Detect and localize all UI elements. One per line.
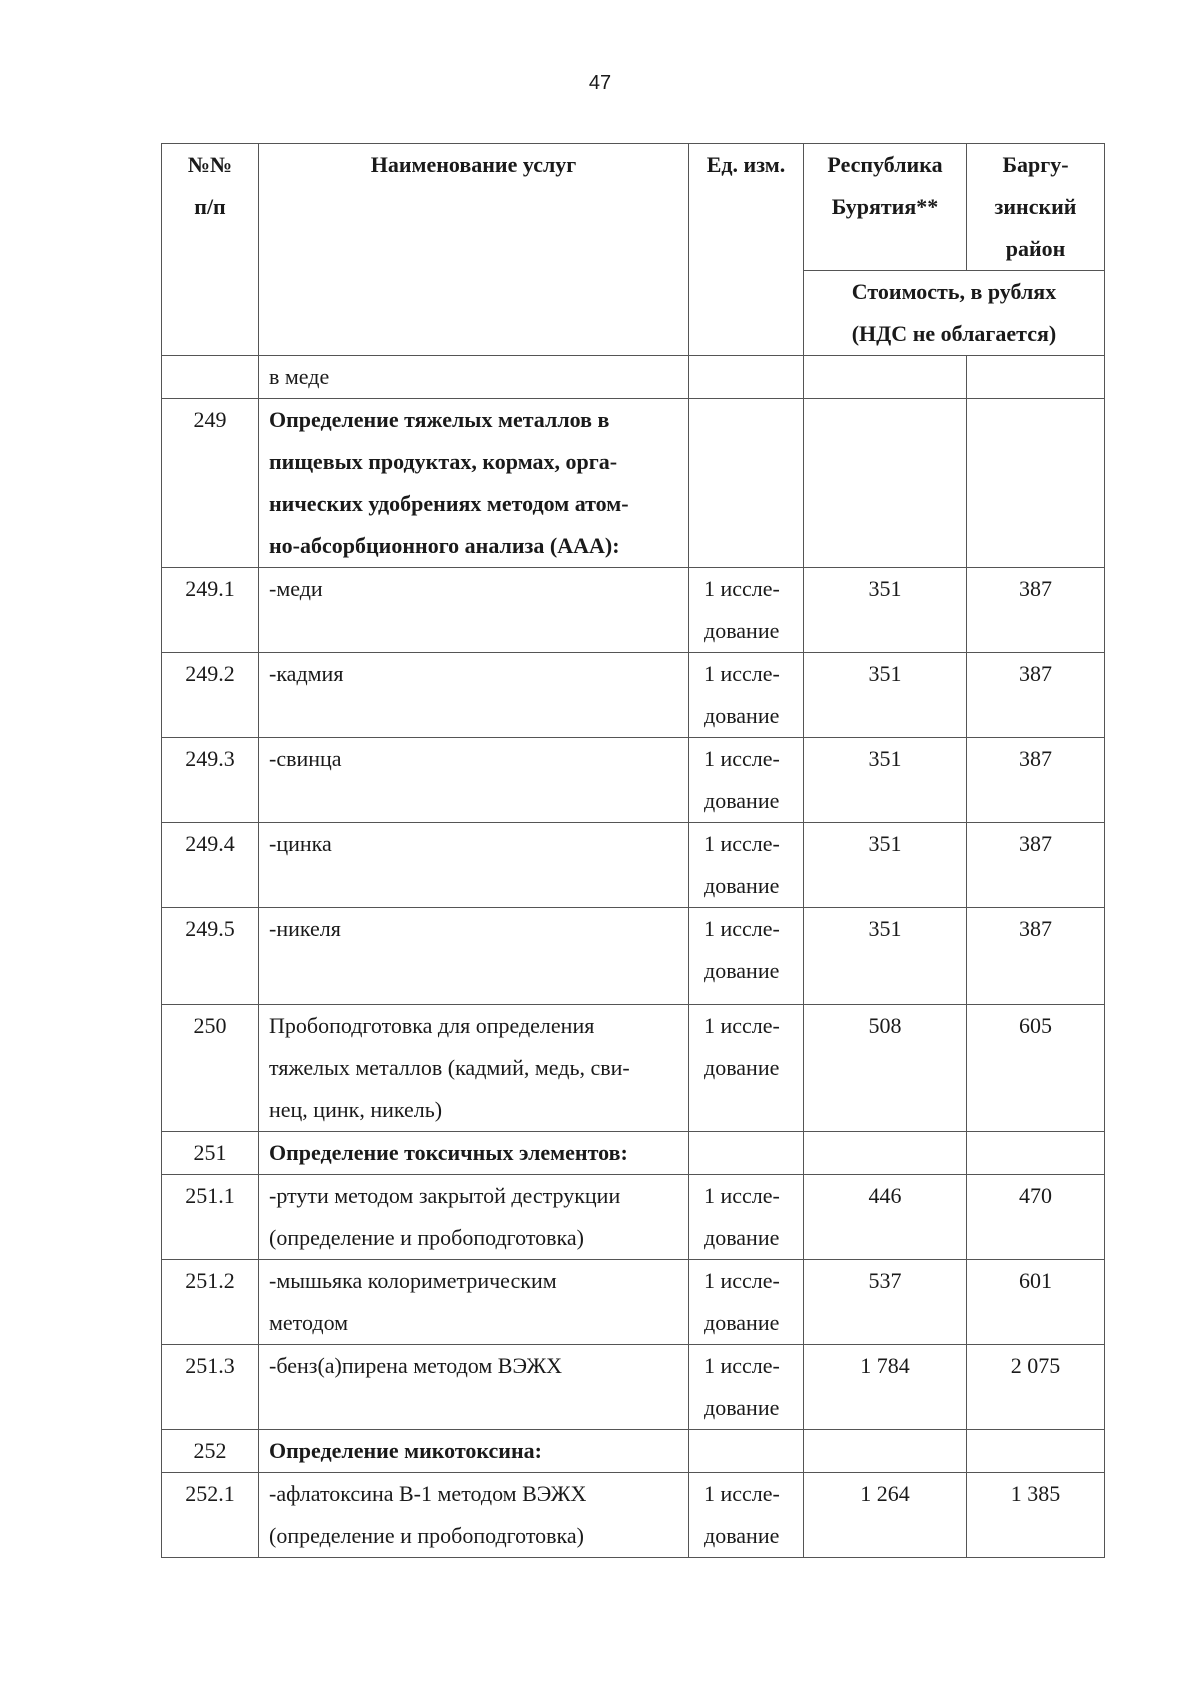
row-price-barguzin: 2 075 <box>967 1345 1105 1430</box>
row-price-barguzin: 470 <box>967 1175 1105 1260</box>
row-unit: 1 иссле- дование <box>689 1473 804 1558</box>
row-price-barguzin: 387 <box>967 738 1105 823</box>
row-price-buryatia: 537 <box>804 1260 967 1345</box>
row-price-buryatia: 351 <box>804 568 967 653</box>
price-table <box>161 143 1105 1558</box>
row-service-name: -свинца <box>259 738 689 823</box>
row-service-name: -афлатоксина В-1 методом ВЭЖХ (определение и пробоподготовка) <box>259 1473 689 1558</box>
row-service-name: -цинка <box>259 823 689 908</box>
row-price-buryatia: 1 784 <box>804 1345 967 1430</box>
row-service-name: -бенз(а)пирена методом ВЭЖХ <box>259 1345 689 1430</box>
row-unit: 1 иссле- дование <box>689 823 804 908</box>
row-unit: 1 иссле- дование <box>689 1005 804 1132</box>
row-unit: 1 иссле- дование <box>689 1345 804 1430</box>
table-row <box>162 738 1105 823</box>
row-number: 249.3 <box>162 738 259 823</box>
row-unit: 1 иссле- дование <box>689 1175 804 1260</box>
row-price-barguzin: 601 <box>967 1260 1105 1345</box>
table-row <box>162 823 1105 908</box>
row-price-buryatia <box>804 399 967 568</box>
row-unit: 1 иссле- дование <box>689 568 804 653</box>
header-rb: Республика Бурятия** <box>804 144 967 271</box>
row-price-barguzin: 387 <box>967 823 1105 908</box>
table-row <box>162 1005 1105 1132</box>
row-unit <box>689 1132 804 1175</box>
row-price-barguzin: 605 <box>967 1005 1105 1132</box>
table-row <box>162 908 1105 1005</box>
row-service-name: -меди <box>259 568 689 653</box>
row-price-barguzin <box>967 399 1105 568</box>
row-price-buryatia: 446 <box>804 1175 967 1260</box>
row-price-buryatia <box>804 1430 967 1473</box>
row-number: 249.4 <box>162 823 259 908</box>
row-number: 251 <box>162 1132 259 1175</box>
header-name: Наименование услуг <box>259 144 689 356</box>
header-bz: Баргу- зинский район <box>967 144 1105 271</box>
row-price-barguzin: 387 <box>967 908 1105 1005</box>
table-row <box>162 399 1105 568</box>
header-cost: Стоимость, в рублях (НДС не облагается) <box>804 271 1105 356</box>
row-unit: 1 иссле- дование <box>689 1260 804 1345</box>
row-service-name: -кадмия <box>259 653 689 738</box>
row-number: 251.1 <box>162 1175 259 1260</box>
table-row <box>162 356 1105 399</box>
row-service-name: -никеля <box>259 908 689 1005</box>
row-number: 250 <box>162 1005 259 1132</box>
row-number: 249 <box>162 399 259 568</box>
row-number <box>162 356 259 399</box>
table-row <box>162 1132 1105 1175</box>
table-row <box>162 1345 1105 1430</box>
row-service-name: -ртути методом закрытой деструкции (определение и пробоподготовка) <box>259 1175 689 1260</box>
page-number: 47 <box>588 72 612 94</box>
row-price-buryatia: 1 264 <box>804 1473 967 1558</box>
row-unit <box>689 399 804 568</box>
row-unit: 1 иссле- дование <box>689 908 804 1005</box>
row-price-barguzin <box>967 1430 1105 1473</box>
header-num: №№ п/п <box>162 144 259 356</box>
row-service-name: -мышьяка колориметрическим методом <box>259 1260 689 1345</box>
row-price-buryatia: 351 <box>804 738 967 823</box>
row-number: 251.3 <box>162 1345 259 1430</box>
row-price-buryatia: 351 <box>804 823 967 908</box>
header-row <box>162 144 1105 271</box>
row-price-barguzin: 387 <box>967 653 1105 738</box>
row-service-name: Определение тяжелых металлов в пищевых продуктах, кормах, орга- нических удобрениях методом атом- но-абсорбционного анализа (ААА): <box>259 399 689 568</box>
row-number: 249.5 <box>162 908 259 1005</box>
table-row <box>162 1430 1105 1473</box>
row-number: 252.1 <box>162 1473 259 1558</box>
row-service-name: Пробоподготовка для определения тяжелых металлов (кадмий, медь, сви- нец, цинк, никель) <box>259 1005 689 1132</box>
table-row <box>162 568 1105 653</box>
header-unit: Ед. изм. <box>689 144 804 356</box>
row-service-name: Определение микотоксина: <box>259 1430 689 1473</box>
row-price-barguzin: 1 385 <box>967 1473 1105 1558</box>
table-row <box>162 1260 1105 1345</box>
row-price-buryatia: 351 <box>804 908 967 1005</box>
row-service-name: в меде <box>259 356 689 399</box>
row-price-barguzin <box>967 1132 1105 1175</box>
row-service-name: Определение токсичных элементов: <box>259 1132 689 1175</box>
table-row <box>162 1175 1105 1260</box>
row-price-barguzin <box>967 356 1105 399</box>
row-number: 252 <box>162 1430 259 1473</box>
row-price-buryatia: 351 <box>804 653 967 738</box>
row-unit: 1 иссле- дование <box>689 738 804 823</box>
row-unit <box>689 1430 804 1473</box>
row-number: 251.2 <box>162 1260 259 1345</box>
row-price-buryatia <box>804 1132 967 1175</box>
row-unit <box>689 356 804 399</box>
row-price-barguzin: 387 <box>967 568 1105 653</box>
row-price-buryatia <box>804 356 967 399</box>
row-number: 249.1 <box>162 568 259 653</box>
row-unit: 1 иссле- дование <box>689 653 804 738</box>
row-number: 249.2 <box>162 653 259 738</box>
row-price-buryatia: 508 <box>804 1005 967 1132</box>
table-row <box>162 1473 1105 1558</box>
table-row <box>162 653 1105 738</box>
